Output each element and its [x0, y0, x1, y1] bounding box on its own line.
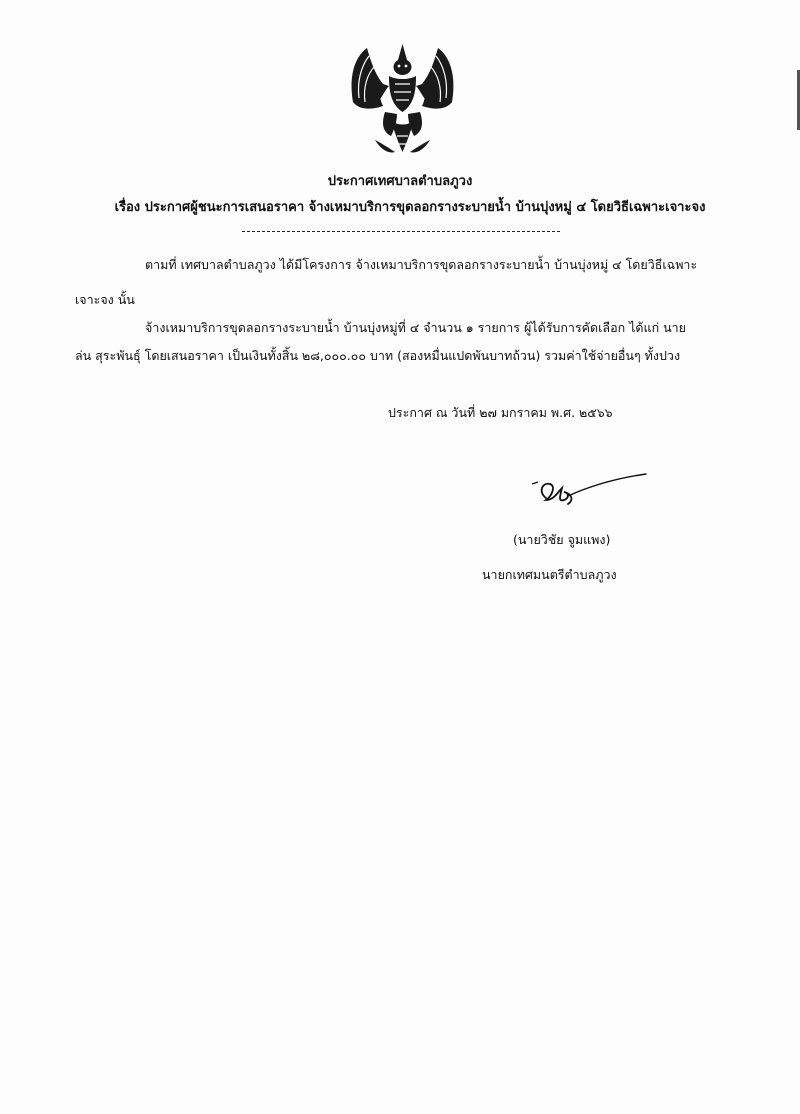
paragraph-2-line-2: ล่น สุระพันธุ์ โดยเสนอราคา เป็นเงินทั้งสิ้น ๒๘,๐๐๐.๐๐ บาท (สองหมื่นแปดพันบาทถ้วน) รวมค่าใช้จ่ายอื่นๆ ทั้งปวง	[75, 348, 681, 363]
paragraph-1-line-2: เจาะจง นั้น	[75, 292, 135, 307]
garuda-emblem-icon	[345, 40, 460, 160]
paragraph-1-line-1: ตามที่ เทศบาลตำบลภูวง ได้มีโครงการ จ้างเหมาบริการขุดลอกรางระบายน้ำ บ้านบุ่งหมู่ ๔ โดยวิธีเฉพาะ	[145, 257, 698, 272]
paragraph-2-line-1: จ้างเหมาบริการขุดลอกรางระบายน้ำ บ้านบุ่งหมู่ที่ ๔ จำนวน ๑ รายการ ผู้ได้รับการคัดเลือก ได้แก่ นาย	[145, 320, 687, 335]
dashed-divider	[242, 231, 560, 232]
handwritten-signature	[528, 470, 648, 510]
announcement-date: ประกาศ ณ วันที่ ๒๗ มกราคม พ.ศ. ๒๕๖๖	[388, 405, 613, 420]
announcement-title: ประกาศเทศบาลตำบลภูวง	[327, 174, 473, 189]
announcement-subject: เรื่อง ประกาศผู้ชนะการเสนอราคา จ้างเหมาบริการขุดลอกรางระบายน้ำ บ้านบุ่งหมู่ ๔ โดยวิธีเฉพาะเจาะจง	[114, 200, 706, 215]
signer-name: (นายวิชัย จูมแพง)	[513, 532, 611, 547]
signer-title: นายกเทศมนตรีตำบลภูวง	[482, 567, 617, 582]
